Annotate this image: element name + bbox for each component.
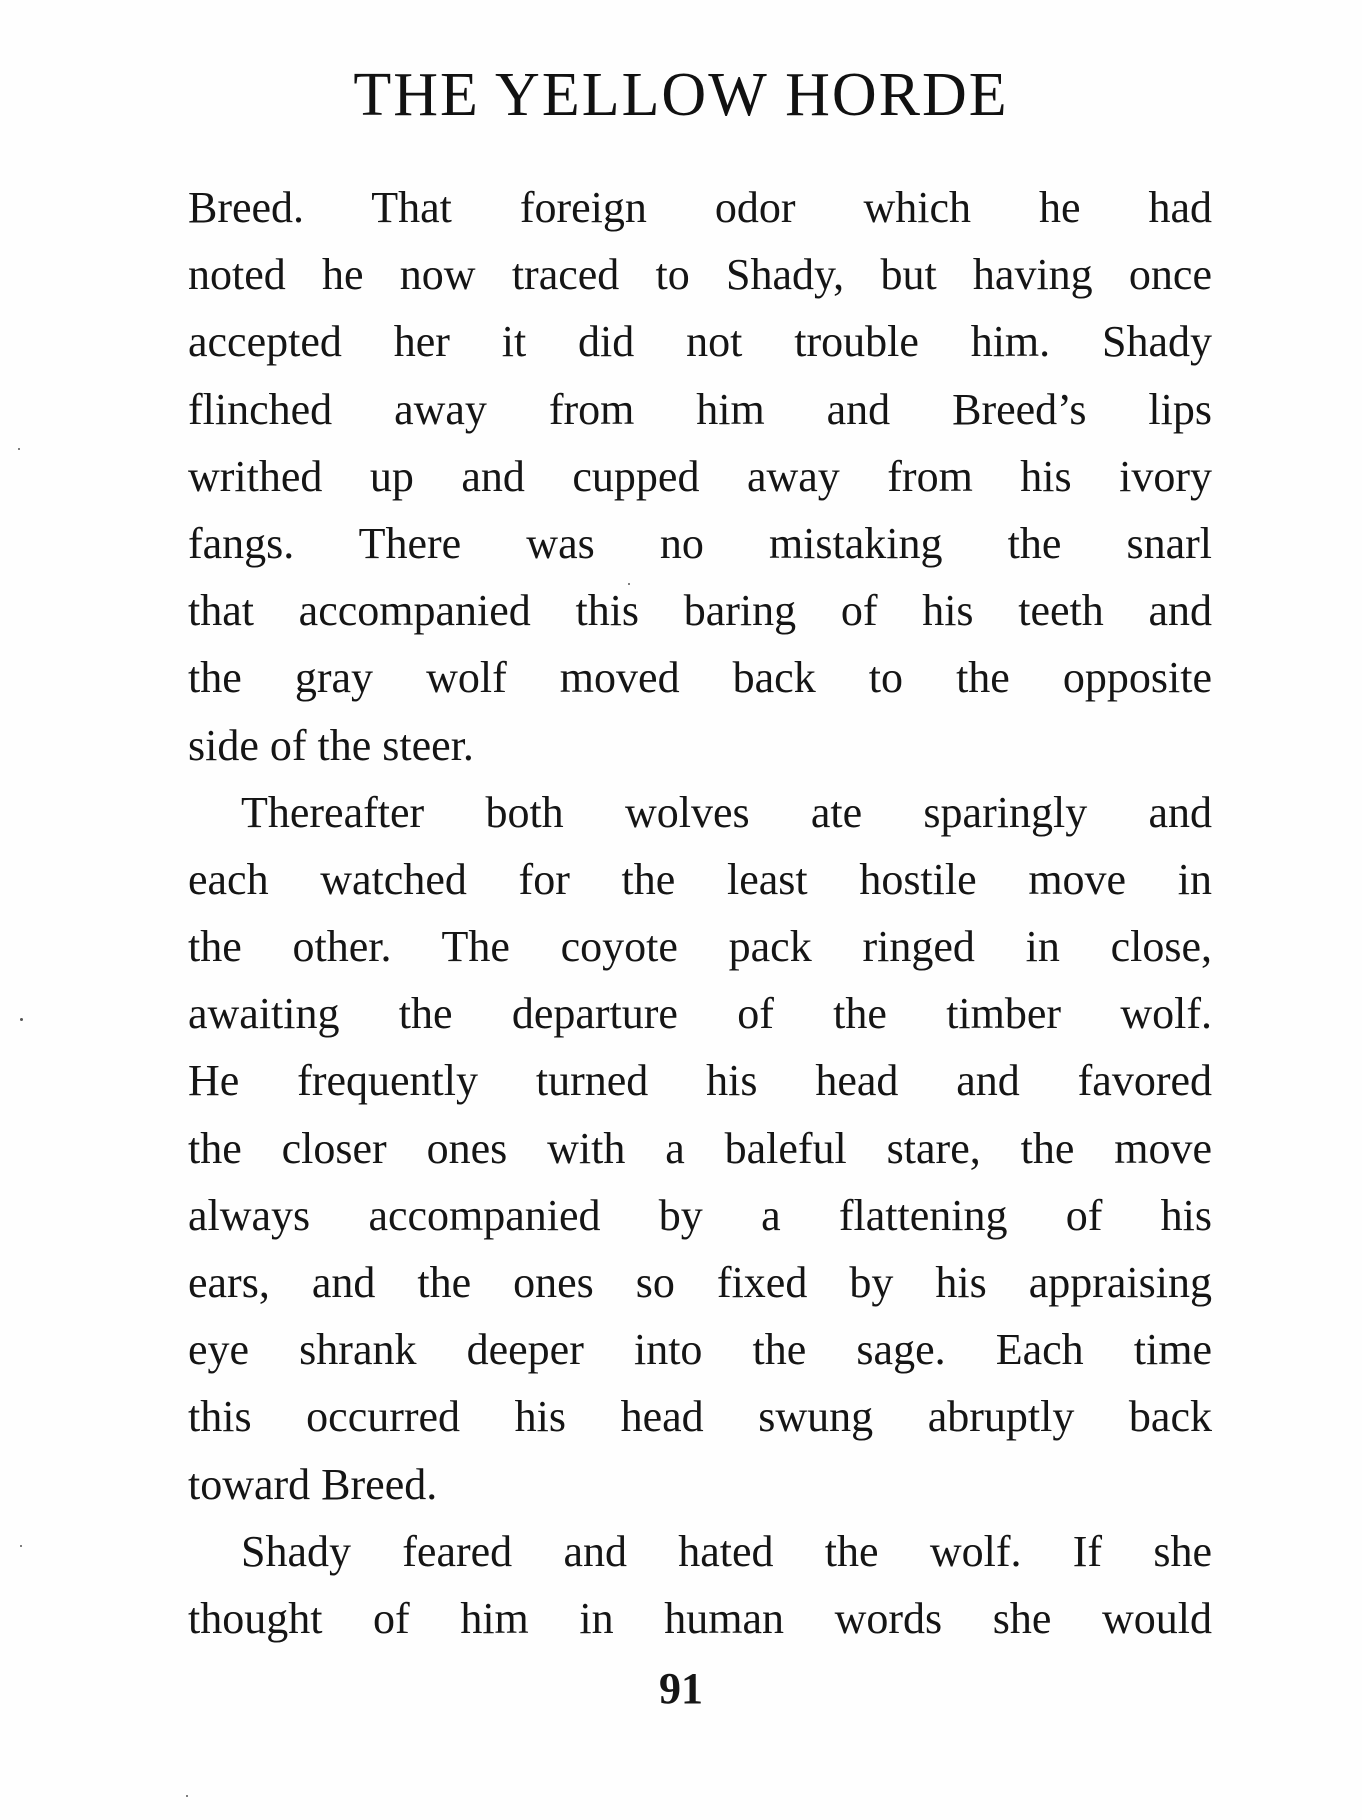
text-line: He frequently turned his head and favored (188, 1056, 1212, 1106)
text-line: that accompanied this baring of his teeth and (188, 586, 1212, 636)
text-line: fangs. There was no mistaking the snarl (188, 518, 1212, 568)
body-text (188, 174, 1212, 1652)
text-line: the other. The coyote pack ringed in close, (188, 922, 1212, 972)
text-line: ears, and the ones so fixed by his appraising (188, 1258, 1212, 1307)
page-number: 91 (659, 1664, 703, 1713)
text-line: awaiting the departure of the timber wolf. (188, 989, 1212, 1039)
text-line: Thereafter both wolves ate sparingly and (241, 787, 1212, 837)
text-line: side of the steer. (188, 720, 474, 770)
running-head: THE YELLOW HORDE (353, 61, 1009, 129)
scan-speck (20, 1018, 23, 1021)
text-line: noted he now traced to Shady, but having once (188, 250, 1212, 300)
text-line: writhed up and cupped away from his ivory (188, 451, 1212, 501)
text-line: Breed. That foreign odor which he had (188, 183, 1212, 232)
text-line: Shady feared and hated the wolf. If she (241, 1526, 1212, 1576)
scan-speck (628, 583, 630, 585)
text-line: this occurred his head swung abruptly back (188, 1392, 1212, 1442)
text-line: thought of him in human words she would (188, 1593, 1212, 1643)
text-line: each watched for the least hostile move in (188, 854, 1212, 904)
scan-speck (186, 1795, 188, 1797)
text-line: always accompanied by a flattening of his (188, 1190, 1212, 1240)
text-line: the gray wolf moved back to the opposite (188, 653, 1212, 703)
text-line: eye shrank deeper into the sage. Each time (188, 1325, 1212, 1375)
text-line: the closer ones with a baleful stare, the move (188, 1123, 1212, 1173)
text-line: accepted her it did not trouble him. Shady (188, 317, 1212, 367)
text-line: flinched away from him and Breed’s lips (188, 384, 1212, 434)
scan-speck (18, 448, 20, 450)
text-line: toward Breed. (188, 1459, 438, 1509)
scan-speck (20, 1545, 22, 1547)
